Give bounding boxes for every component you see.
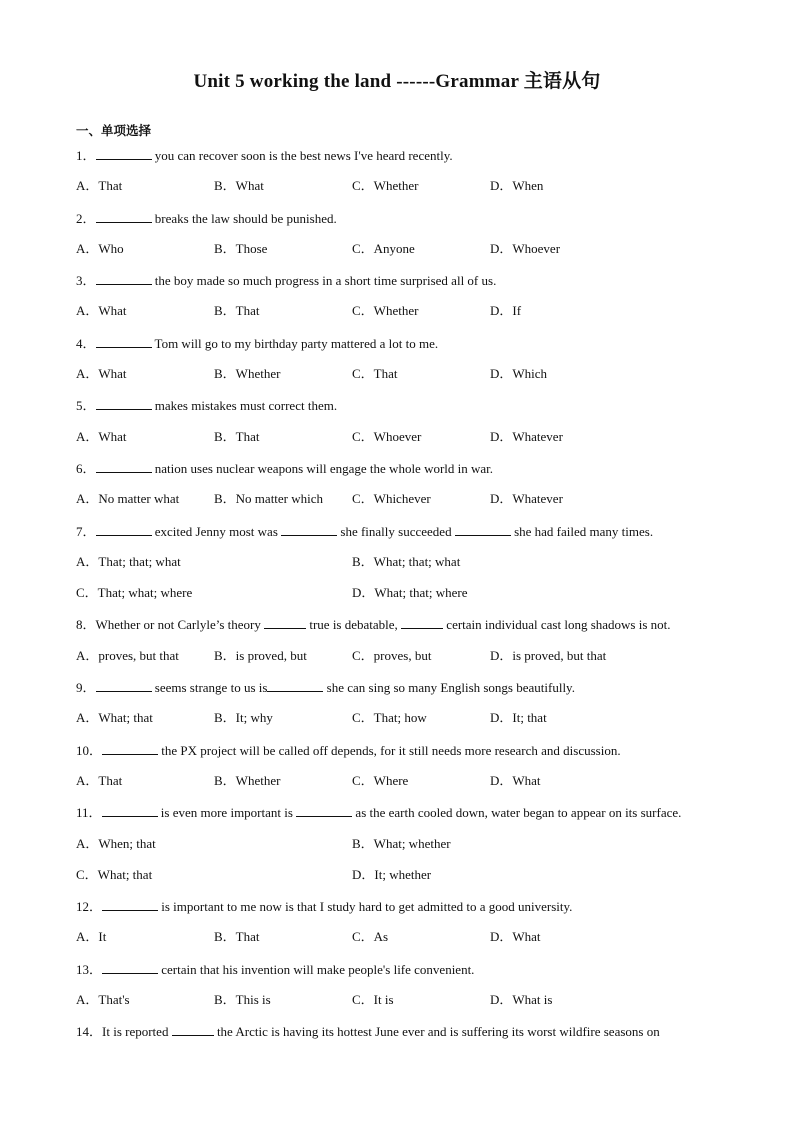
- answer-option: D．It; that: [490, 710, 547, 726]
- question-stem: [76, 677, 736, 708]
- answer-option: D．It; whether: [352, 866, 432, 882]
- answer-option: A．What: [76, 428, 127, 444]
- question-stem: [76, 270, 736, 301]
- answer-blank: [281, 521, 337, 536]
- options-row: [76, 583, 736, 614]
- options-row: [76, 176, 736, 207]
- answer-option: C．That; what; where: [76, 585, 193, 601]
- answer-option: D．What: [490, 929, 541, 945]
- answer-option: C．That: [352, 366, 398, 382]
- answer-option: B．That: [214, 303, 260, 319]
- answer-option: D．Whatever: [490, 428, 563, 444]
- answer-blank: [96, 521, 152, 536]
- question-text: certain individual cast long shadows is not.: [443, 617, 671, 633]
- answer-blank: [401, 614, 443, 629]
- answer-option: B．Those: [214, 240, 268, 256]
- question-stem: [76, 521, 736, 552]
- answer-option: A．When; that: [76, 835, 156, 851]
- answer-option: C．That; how: [352, 710, 427, 726]
- answer-blank: [296, 802, 352, 817]
- question-stem: [76, 208, 736, 239]
- options-row: [76, 239, 736, 270]
- question-text: the Arctic is having its hottest June ever and is suffering its worst wildfire seasons on: [213, 1024, 660, 1040]
- question-number: 2．: [76, 210, 96, 226]
- question-text: nation uses nuclear weapons will engage the whole world in war.: [151, 460, 494, 476]
- section-heading: 一、单项选择: [76, 123, 152, 138]
- answer-option: A．proves, but that: [76, 647, 179, 663]
- options-row: [76, 427, 736, 458]
- question-text: certain that his invention will make people's life convenient.: [158, 961, 475, 977]
- question-text: is important to me now is that I study hard to get admitted to a good university.: [158, 899, 573, 915]
- question-number: 7．: [76, 523, 96, 539]
- answer-blank: [267, 677, 323, 692]
- question-number: 8．: [76, 617, 96, 633]
- answer-option: D．What is: [490, 992, 553, 1008]
- answer-option: D．Whatever: [490, 491, 563, 507]
- question-stem: [76, 959, 736, 990]
- answer-option: B．It; why: [214, 710, 273, 726]
- answer-blank: [102, 896, 158, 911]
- answer-option: B．What; whether: [352, 835, 451, 851]
- answer-option: B．Whether: [214, 366, 281, 382]
- question-stem: [76, 395, 736, 426]
- question-text: Whether or not Carlyle’s theory: [95, 617, 265, 633]
- options-row: [76, 708, 736, 739]
- answer-option: C．It is: [352, 992, 394, 1008]
- question-number: 10．: [76, 742, 103, 758]
- answer-blank: [172, 1021, 214, 1036]
- answer-option: B．No matter which: [214, 491, 324, 507]
- answer-blank: [96, 208, 152, 223]
- answer-option: B．Whether: [214, 772, 281, 788]
- answer-blank: [96, 458, 152, 473]
- answer-option: A．That's: [76, 992, 130, 1008]
- answer-blank: [96, 333, 152, 348]
- question-text: she finally succeeded: [337, 523, 455, 539]
- answer-option: B．is proved, but: [214, 647, 307, 663]
- answer-option: C．Whichever: [352, 491, 431, 507]
- question-stem: [76, 614, 736, 645]
- answer-option: C．Whether: [352, 303, 419, 319]
- answer-option: C．Anyone: [352, 240, 415, 256]
- answer-blank: [96, 270, 152, 285]
- answer-option: A．That: [76, 178, 123, 194]
- answer-blank: [264, 614, 306, 629]
- options-row: [76, 364, 736, 395]
- answer-option: A．Who: [76, 240, 124, 256]
- options-row: [76, 646, 736, 677]
- question-number: 4．: [76, 335, 96, 351]
- question-stem: [76, 802, 736, 833]
- answer-option: D．Which: [490, 366, 548, 382]
- question-text: as the earth cooled down, water began to appear on its surface.: [352, 805, 682, 821]
- answer-option: A．It: [76, 929, 107, 945]
- options-row: [76, 489, 736, 520]
- answer-option: C．proves, but: [352, 647, 432, 663]
- question-text: you can recover soon is the best news I've heard recently.: [151, 148, 453, 163]
- question-stem: [76, 1021, 736, 1052]
- answer-option: C．Whoever: [352, 428, 422, 444]
- answer-option: A．That; that; what: [76, 553, 181, 569]
- question-stem: [76, 145, 736, 176]
- answer-option: A．What: [76, 303, 127, 319]
- question-number: 12．: [76, 899, 103, 915]
- answer-option: D．What; that; where: [352, 585, 468, 601]
- question-number: 6．: [76, 460, 96, 476]
- question-text: she had failed many times.: [510, 523, 654, 539]
- answer-option: B．That: [214, 929, 260, 945]
- question-text: breaks the law should be punished.: [151, 210, 337, 226]
- answer-blank: [102, 740, 158, 755]
- question-text: she can sing so many English songs beautifully.: [323, 680, 575, 696]
- answer-option: D．is proved, but that: [490, 647, 607, 663]
- options-row: [76, 865, 736, 896]
- answer-option: A．No matter what: [76, 491, 180, 507]
- answer-option: D．If: [490, 303, 522, 319]
- answer-blank: [96, 145, 152, 160]
- answer-blank: [102, 959, 158, 974]
- answer-option: D．Whoever: [490, 240, 561, 256]
- question-text: the boy made so much progress in a short time surprised all of us.: [151, 273, 497, 289]
- answer-option: B．This is: [214, 992, 271, 1008]
- question-number: 14．: [76, 1024, 103, 1040]
- options-row: [76, 990, 736, 1021]
- question-number: 9．: [76, 680, 96, 696]
- answer-blank: [455, 521, 511, 536]
- question-text: true is debatable,: [306, 617, 402, 633]
- question-stem: [76, 333, 736, 364]
- answer-option: A．That: [76, 772, 123, 788]
- answer-option: B．That: [214, 428, 260, 444]
- options-row: [76, 834, 736, 865]
- answer-blank: [96, 395, 152, 410]
- question-stem: [76, 458, 736, 489]
- answer-option: D．What: [490, 772, 541, 788]
- question-text: It is reported: [102, 1024, 172, 1040]
- answer-option: B．What; that; what: [352, 553, 461, 569]
- question-number: 1．: [76, 148, 96, 163]
- options-row: [76, 301, 736, 332]
- question-number: 3．: [76, 273, 96, 289]
- answer-blank: [96, 677, 152, 692]
- question-text: excited Jenny most was: [151, 523, 282, 539]
- options-row: [76, 552, 736, 583]
- answer-option: A．What; that: [76, 710, 153, 726]
- answer-option: B．What: [214, 178, 264, 194]
- answer-option: C．What; that: [76, 866, 153, 882]
- answer-option: A．What: [76, 366, 127, 382]
- question-text: the PX project will be called off depends, for it still needs more research and discussion.: [158, 742, 621, 758]
- question-number: 5．: [76, 398, 96, 414]
- options-row: [76, 927, 736, 958]
- answer-blank: [102, 802, 158, 817]
- answer-option: D．When: [490, 178, 544, 194]
- question-stem: [76, 896, 736, 927]
- question-number: 11．: [76, 805, 102, 821]
- question-text: seems strange to us is: [151, 680, 268, 696]
- document-title: Unit 5 working the land ------Grammar 主语从句: [193, 71, 601, 92]
- question-text: makes mistakes must correct them.: [151, 398, 338, 414]
- question-text: Tom will go to my birthday party mattered a lot to me.: [151, 335, 439, 351]
- answer-option: C．Whether: [352, 178, 419, 194]
- answer-option: C．Where: [352, 772, 409, 788]
- answer-option: C．As: [352, 929, 389, 945]
- question-stem: [76, 740, 736, 771]
- question-number: 13．: [76, 961, 103, 977]
- question-list: [76, 145, 736, 1053]
- question-text: is even more important is: [157, 805, 297, 821]
- options-row: [76, 771, 736, 802]
